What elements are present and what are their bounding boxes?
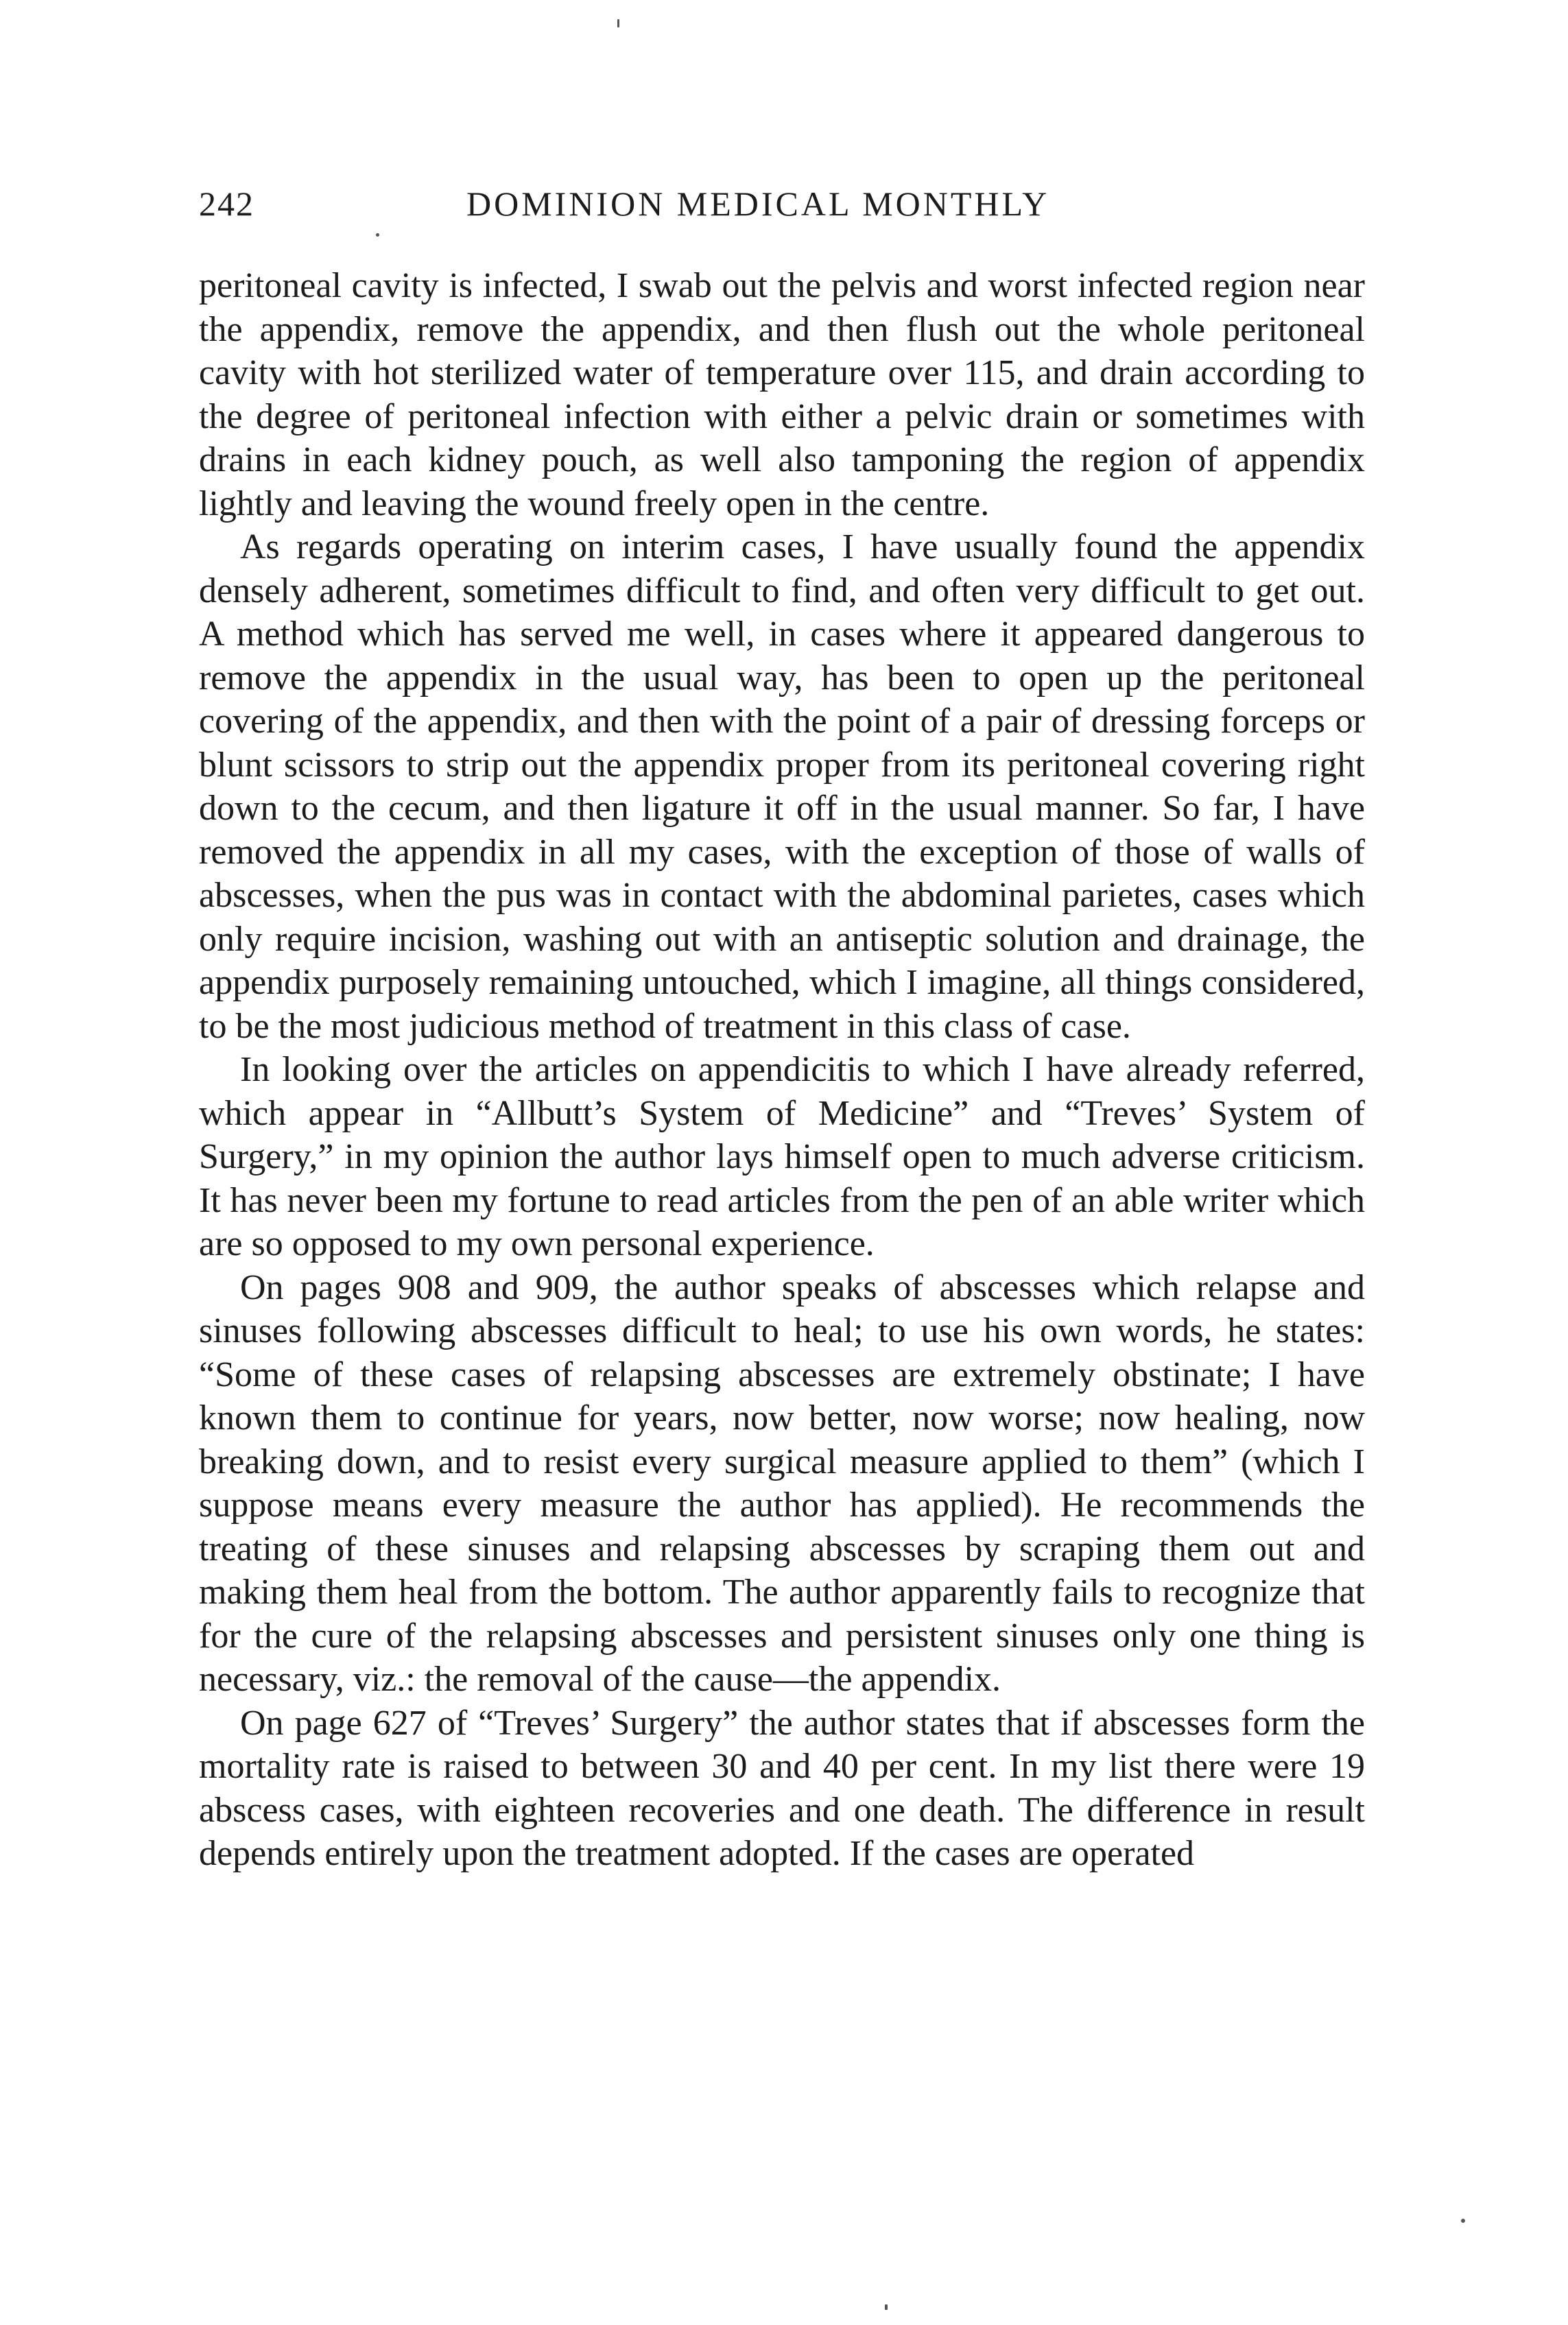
- paragraph: As regards operating on interim cases, I have usually found the appendix densely adherent, sometimes difficult to find, and often very difficult to get out. A method which has served me well, in cases where it appeared dangerous to remove the appendix in the usual way, has been to open up the peritoneal covering of the appendix, and then with the point of a pair of dressing forceps or blunt scissors to strip out the appendix proper from its peritoneal covering right down to the cecum, and then ligature it off in the usual manner. So far, I have removed the appendix in all my cases, with the exception of those of walls of abscesses, when the pus was in contact with the abdominal parietes, cases which only require incision, washing out with an antiseptic solution and drainage, the appendix purposely remaining untouched, which I imagine, all things considered, to be the most judicious method of treatment in this class of case.: [199, 527, 1365, 1046]
- paragraph: On page 627 of “Treves’ Surgery” the author states that if abscesses form the mortality rate is raised to between 30 and 40 per cent. In my list there were 19 abscess cases, with eighteen recoveries and one death. The difference in result depends entirely upon the treatment adopted. If the cases are operated: [199, 1703, 1365, 1873]
- running-header: [199, 184, 1365, 239]
- ink-speck: [617, 19, 619, 27]
- paragraph: In looking over the articles on appendicitis to which I have already referred, which appear in “Allbutt’s System of Medicine” and “Treves’ System of Surgery,” in my opinion the author lays himself open to much adverse criticism. It has never been my fortune to read articles from the pen of an able writer which are so opposed to my own personal experience.: [199, 1050, 1365, 1263]
- ink-speck: [885, 2304, 888, 2310]
- running-title: DOMINION MEDICAL MONTHLY: [466, 184, 1050, 223]
- paragraph: On pages 908 and 909, the author speaks of abscesses which relapse and sinuses following abscesses difficult to heal; to use his own words, he states: “Some of these cases of relapsing abscesses are extremely obstinate; I have known them to continue for years, now better, now worse; now healing, now breaking down, and to resist every surgical measure applied to them” (which I suppose means every measure the author has applied). He recommends the treating of these sinuses and relapsing abscesses by scraping them out and making them heal from the bottom. The author apparently fails to recognize that for the cure of the relapsing abscesses and persistent sinuses only one thing is necessary, viz.: the removal of the cause—the appendix.: [199, 1267, 1365, 1699]
- page-number: 242: [199, 184, 254, 223]
- paragraph: peritoneal cavity is infected, I swab out the pelvis and worst infected region near the appendix, remove the appendix, and then flush out the whole peritoneal cavity with hot sterilized water of temperature over 115, and drain according to the degree of peritoneal infection with either a pelvic drain or sometimes with drains in each kidney pouch, as well also tamponing the region of appendix lightly and leaving the wound freely open in the centre.: [199, 266, 1365, 523]
- article-body: [199, 264, 1365, 1876]
- ink-speck: [1461, 2219, 1465, 2223]
